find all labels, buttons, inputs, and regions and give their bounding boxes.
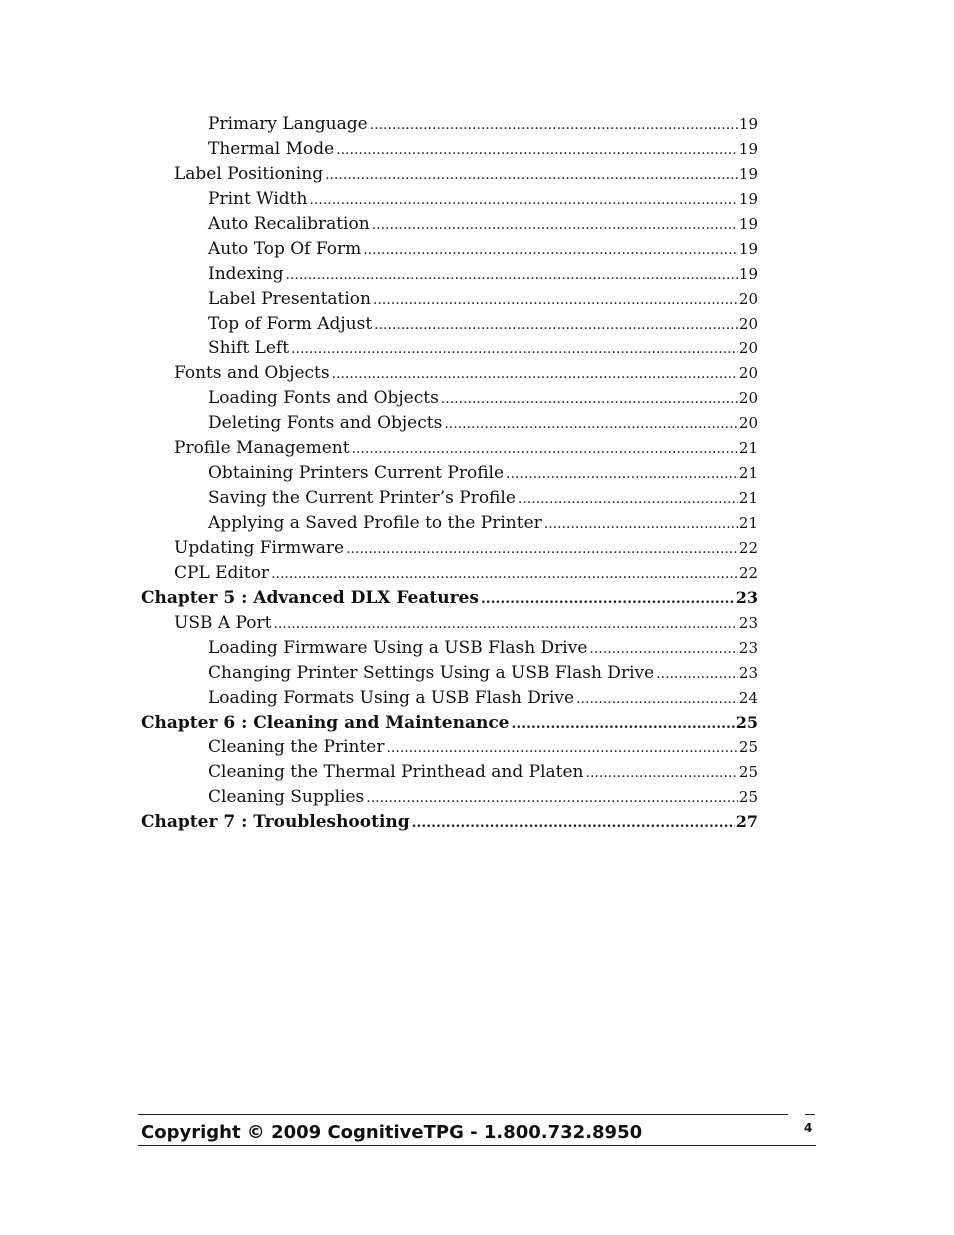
toc-entry[interactable] bbox=[141, 187, 758, 212]
toc-entry-page: 20 bbox=[738, 414, 758, 433]
toc-entry-page: 21 bbox=[738, 514, 758, 532]
toc-entry-title: Updating Firmware bbox=[174, 537, 345, 558]
toc-entry-page: 21 bbox=[738, 489, 758, 508]
toc-dot-leader bbox=[372, 213, 738, 238]
toc-entry-title: Obtaining Printers Current Profile bbox=[208, 463, 505, 484]
toc-dot-leader bbox=[441, 387, 738, 412]
toc-entry-title: Primary Language bbox=[208, 114, 368, 134]
toc-entry[interactable] bbox=[141, 237, 758, 262]
toc-entry-title: Loading Firmware Using a USB Flash Drive bbox=[208, 637, 588, 658]
toc-dot-leader bbox=[332, 362, 738, 387]
toc-dot-leader bbox=[518, 487, 738, 512]
toc-entry-title: Print Width bbox=[208, 188, 308, 209]
toc-entry-page: 23 bbox=[735, 587, 758, 607]
toc-entry-title: Shift Left bbox=[208, 338, 290, 359]
toc-dot-leader bbox=[589, 637, 738, 662]
toc-entry-title: CPL Editor bbox=[174, 562, 270, 583]
toc-dot-leader bbox=[511, 712, 734, 737]
toc-entry[interactable] bbox=[141, 561, 758, 586]
toc-entry[interactable] bbox=[141, 411, 758, 436]
toc-entry[interactable] bbox=[141, 336, 758, 361]
toc-entry[interactable] bbox=[141, 611, 758, 636]
toc-entry[interactable] bbox=[141, 461, 758, 486]
toc-entry-page: 25 bbox=[738, 763, 758, 782]
toc-entry-page: 19 bbox=[738, 139, 758, 158]
toc-dot-leader bbox=[544, 512, 738, 537]
toc-entry[interactable] bbox=[141, 262, 758, 287]
toc-entry-page: 19 bbox=[738, 164, 758, 183]
toc-entry-title: Saving the Current Printer’s Profile bbox=[208, 488, 516, 509]
toc-dot-leader bbox=[386, 736, 737, 761]
toc-entry-title: Loading Fonts and Objects bbox=[208, 388, 439, 409]
toc-dot-leader bbox=[656, 662, 738, 687]
toc-entry-title: Label Positioning bbox=[174, 163, 324, 184]
toc-entry-page: 23 bbox=[738, 663, 758, 682]
toc-entry-page: 25 bbox=[738, 738, 758, 757]
toc-dot-leader bbox=[285, 263, 737, 288]
toc-dot-leader bbox=[336, 138, 738, 163]
toc-entry[interactable] bbox=[141, 735, 758, 760]
toc-entry-title: Applying a Saved Profile to the Printer bbox=[208, 513, 542, 533]
toc-dot-leader bbox=[325, 163, 738, 188]
toc-entry[interactable] bbox=[141, 486, 758, 511]
toc-entry-title: Cleaning the Printer bbox=[208, 737, 385, 758]
toc-entry-title: Changing Printer Settings Using a USB Flash Drive bbox=[208, 662, 655, 683]
toc-entry-page: 19 bbox=[738, 115, 758, 133]
toc-entry-page: 20 bbox=[738, 364, 758, 383]
toc-entry-title: Chapter 5 : Advanced DLX Features bbox=[141, 587, 479, 608]
toc-entry-title: Thermal Mode bbox=[208, 138, 335, 159]
toc-entry[interactable] bbox=[141, 212, 758, 237]
toc-entry[interactable] bbox=[141, 785, 758, 810]
toc-chapter-entry[interactable] bbox=[141, 586, 758, 611]
toc-dot-leader bbox=[506, 462, 738, 487]
toc-entry-title: Fonts and Objects bbox=[174, 363, 330, 384]
toc-entry-page: 19 bbox=[738, 189, 758, 208]
toc-dot-leader bbox=[412, 811, 735, 836]
toc-entry-title: Top of Form Adjust bbox=[208, 313, 373, 334]
footer-rule-bottom bbox=[138, 1145, 816, 1146]
toc-dot-leader bbox=[309, 188, 737, 213]
toc-dot-leader bbox=[274, 612, 738, 637]
table-of-contents bbox=[141, 112, 758, 835]
toc-dot-leader bbox=[346, 537, 738, 562]
toc-entry-title: Chapter 6 : Cleaning and Maintenance bbox=[141, 712, 510, 733]
toc-entry-page: 20 bbox=[738, 389, 758, 408]
toc-dot-leader bbox=[271, 562, 738, 587]
toc-dot-leader bbox=[444, 412, 738, 437]
toc-entry-title: Loading Formats Using a USB Flash Drive bbox=[208, 687, 575, 708]
toc-dot-leader bbox=[576, 687, 738, 712]
toc-entry-title: Chapter 7 : Troubleshooting bbox=[141, 812, 410, 833]
toc-entry-title: Auto Top Of Form bbox=[208, 238, 362, 259]
toc-entry[interactable] bbox=[141, 112, 758, 137]
toc-chapter-entry[interactable] bbox=[141, 810, 758, 835]
toc-entry[interactable] bbox=[141, 386, 758, 411]
toc-entry-title: Indexing bbox=[208, 263, 284, 284]
toc-entry[interactable] bbox=[141, 760, 758, 785]
toc-entry-page: 21 bbox=[738, 464, 758, 483]
toc-dot-leader bbox=[291, 337, 738, 362]
toc-dot-leader bbox=[586, 761, 738, 786]
toc-entry[interactable] bbox=[141, 137, 758, 162]
toc-entry[interactable] bbox=[141, 361, 758, 386]
toc-entry-page: 19 bbox=[738, 214, 758, 233]
toc-entry[interactable] bbox=[141, 436, 758, 461]
toc-entry-page: 20 bbox=[738, 314, 758, 333]
footer-rule-top bbox=[138, 1114, 788, 1115]
toc-entry-page: 21 bbox=[738, 439, 758, 458]
toc-entry[interactable] bbox=[141, 511, 758, 536]
toc-entry[interactable] bbox=[141, 162, 758, 187]
toc-entry-title: Profile Management bbox=[174, 438, 350, 459]
toc-entry-page: 22 bbox=[738, 563, 758, 582]
toc-entry-page: 20 bbox=[738, 339, 758, 358]
toc-chapter-entry[interactable] bbox=[141, 711, 758, 736]
toc-entry-title: Auto Recalibration bbox=[208, 213, 370, 234]
toc-entry-title: Deleting Fonts and Objects bbox=[208, 413, 443, 434]
toc-entry-page: 24 bbox=[738, 688, 758, 707]
toc-entry-page: 27 bbox=[735, 812, 758, 832]
toc-entry-page: 19 bbox=[738, 239, 758, 258]
toc-entry[interactable] bbox=[141, 686, 758, 711]
footer-page-number: 4 bbox=[804, 1121, 813, 1135]
toc-entry-page: 19 bbox=[738, 264, 758, 283]
toc-entry-page: 20 bbox=[738, 289, 758, 308]
footer-page-rule bbox=[805, 1114, 815, 1115]
toc-entry-page: 25 bbox=[738, 788, 758, 807]
toc-dot-leader bbox=[370, 113, 738, 138]
toc-dot-leader bbox=[373, 288, 738, 313]
toc-entry-page: 22 bbox=[738, 538, 758, 557]
toc-entry-page: 25 bbox=[735, 712, 758, 732]
toc-entry[interactable] bbox=[141, 661, 758, 686]
toc-entry[interactable] bbox=[141, 636, 758, 661]
toc-entry-title: Label Presentation bbox=[208, 288, 371, 309]
toc-entry-title: USB A Port bbox=[174, 612, 272, 633]
toc-dot-leader bbox=[363, 238, 738, 263]
toc-entry-title: Cleaning the Thermal Printhead and Platen bbox=[208, 762, 584, 783]
toc-dot-leader bbox=[481, 587, 735, 612]
toc-entry-page: 23 bbox=[738, 613, 758, 632]
toc-entry[interactable] bbox=[141, 312, 758, 337]
toc-dot-leader bbox=[374, 313, 738, 338]
footer-copyright: Copyright © 2009 CognitiveTPG - 1.800.732.8950 bbox=[141, 1122, 643, 1143]
toc-dot-leader bbox=[352, 437, 738, 462]
toc-dot-leader bbox=[366, 786, 738, 811]
toc-entry[interactable] bbox=[141, 536, 758, 561]
toc-entry-title: Cleaning Supplies bbox=[208, 787, 365, 808]
toc-entry-page: 23 bbox=[738, 638, 758, 657]
toc-entry[interactable] bbox=[141, 287, 758, 312]
